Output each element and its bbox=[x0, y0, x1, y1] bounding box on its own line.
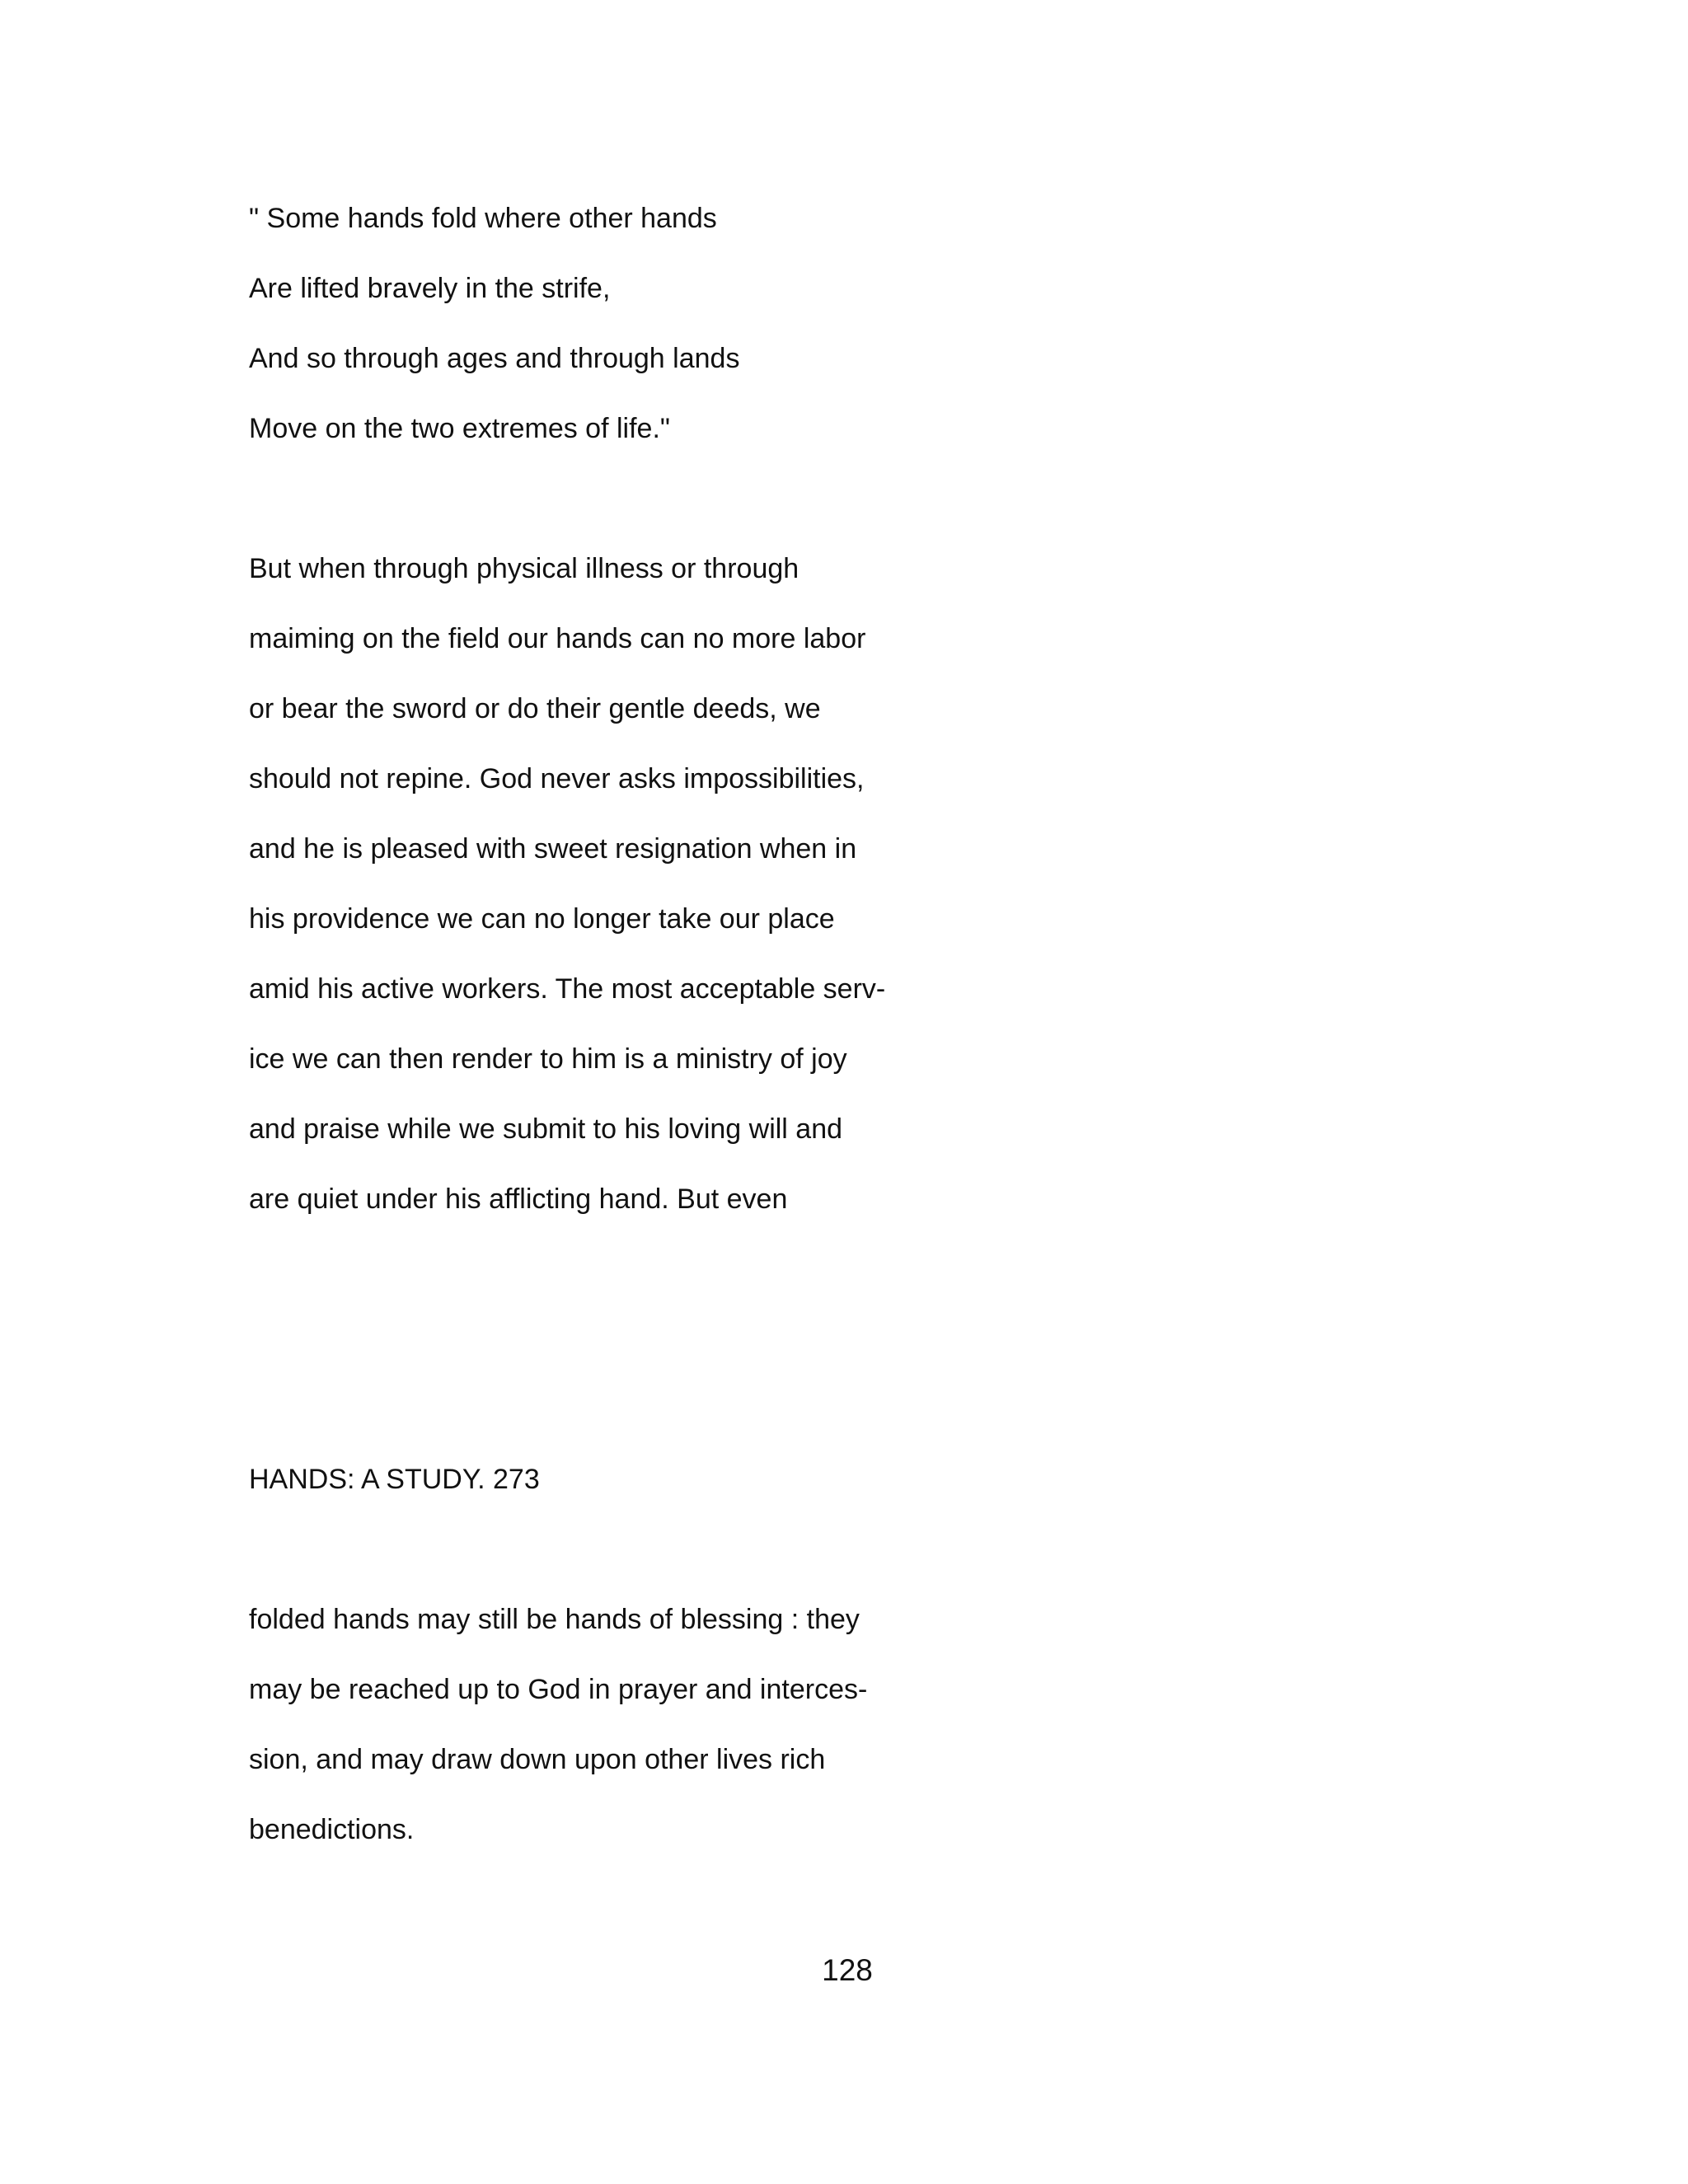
paragraph-line: maiming on the field our hands can no more labor bbox=[249, 623, 866, 654]
paragraph-line: amid his active workers. The most acceptable serv- bbox=[249, 973, 886, 1005]
verse-line: " Some hands fold where other hands bbox=[249, 203, 717, 234]
verse-line: Move on the two extremes of life." bbox=[249, 413, 670, 444]
paragraph-line: or bear the sword or do their gentle deeds, we bbox=[249, 693, 821, 724]
paragraph-line: and he is pleased with sweet resignation when in bbox=[249, 833, 857, 865]
paragraph-line: folded hands may still be hands of blessing : they bbox=[249, 1604, 860, 1635]
paragraph-line: But when through physical illness or through bbox=[249, 553, 799, 584]
paragraph-line: ice we can then render to him is a ministry of joy bbox=[249, 1043, 847, 1075]
page-number: 128 bbox=[822, 1953, 873, 1987]
paragraph-line: should not repine. God never asks impossibilities, bbox=[249, 763, 865, 794]
paragraph-line: his providence we can no longer take our place bbox=[249, 903, 835, 935]
paragraph-line: are quiet under his afflicting hand. But even bbox=[249, 1183, 788, 1215]
paragraph-line: sion, and may draw down upon other lives rich bbox=[249, 1744, 826, 1775]
paragraph-line: may be reached up to God in prayer and interces- bbox=[249, 1674, 868, 1705]
running-header: HANDS: A STUDY. 273 bbox=[249, 1464, 540, 1495]
verse-line: And so through ages and through lands bbox=[249, 343, 740, 374]
paragraph-line: benedictions. bbox=[249, 1814, 415, 1845]
paragraph-line: and praise while we submit to his loving will and bbox=[249, 1113, 843, 1145]
verse-line: Are lifted bravely in the strife, bbox=[249, 273, 611, 304]
